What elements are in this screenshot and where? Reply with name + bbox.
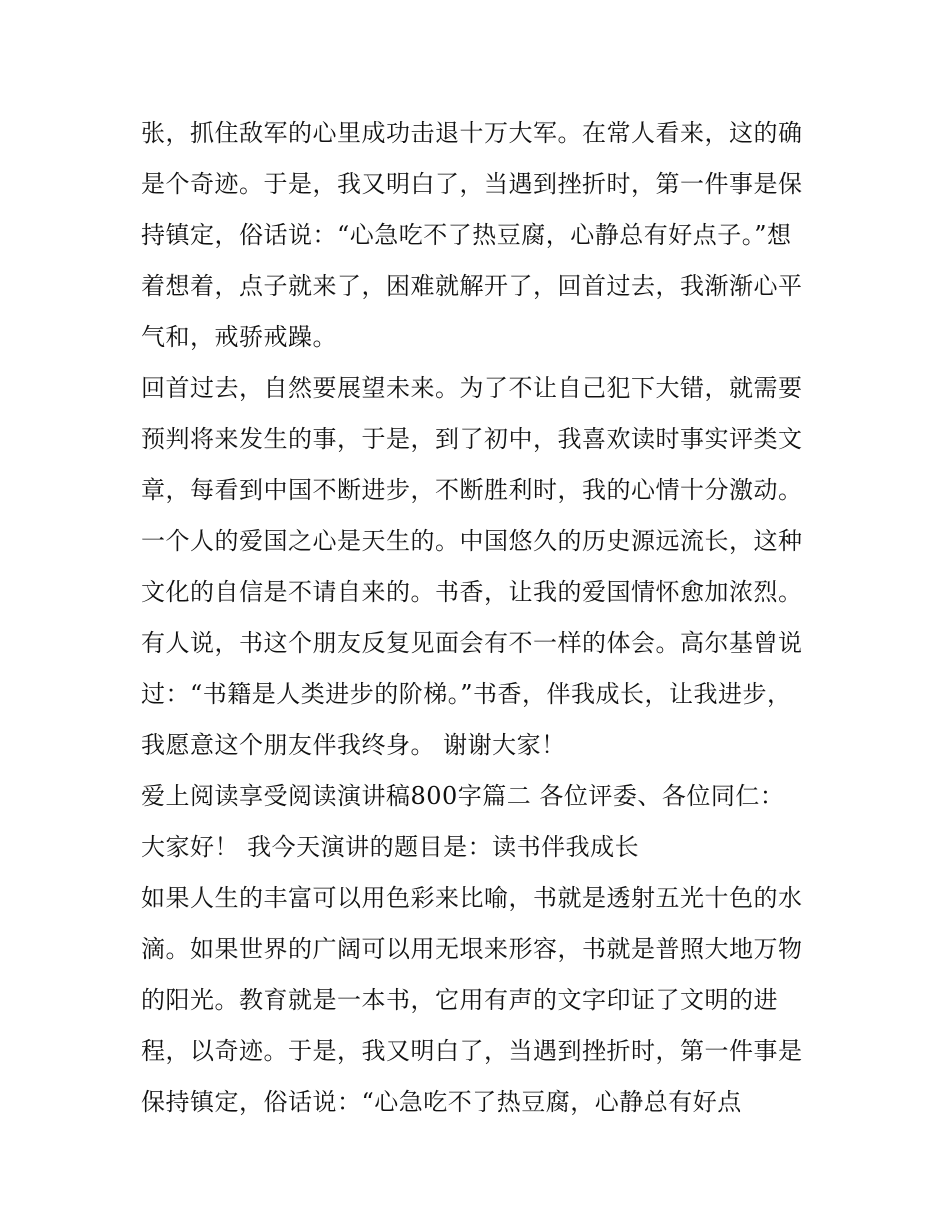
text-line-17: 滴。如果世界的广阔可以用无垠来形容，书就是普照大地万物 — [141, 935, 803, 963]
text-line-15: 大家好！ 我今天演讲的题目是：读书伴我成长 — [141, 833, 640, 861]
text-line-13: 我愿意这个朋友伴我终身。 谢谢大家！ — [141, 731, 566, 759]
text-line-1: 张，抓住敌军的心里成功击退十万大军。在常人看来，这的确 — [141, 119, 803, 147]
text-line-6: 回首过去，自然要展望未来。为了不让自己犯下大错，就需要 — [141, 374, 803, 402]
text-line-11: 有人说，书这个朋友反复见面会有不一样的体会。高尔基曾说 — [141, 629, 803, 657]
text-line-5: 气和，戒骄戒躁。 — [141, 323, 337, 351]
text-line-3: 持镇定，俗话说：“心急吃不了热豆腐，心静总有好点子。”想 — [141, 221, 792, 249]
text-line-19: 程，以奇迹。于是，我又明白了，当遇到挫折时，第一件事是 — [141, 1037, 803, 1065]
text-line-18: 的阳光。教育就是一本书，它用有声的文字印证了文明的进 — [141, 986, 778, 1014]
text-line-4: 着想着，点子就来了，困难就解开了，回首过去，我渐渐心平 — [141, 272, 803, 300]
text-line-20: 保持镇定，俗话说：“心急吃不了热豆腐，心静总有好点 — [141, 1088, 742, 1116]
text-line-14: 爱上阅读享受阅读演讲稿800字篇二 各位评委、各位同仁： — [141, 782, 785, 810]
text-line-12: 过：“书籍是人类进步的阶梯。”书香，伴我成长，让我进步， — [141, 680, 792, 708]
body-text — [141, 108, 813, 1128]
text-line-16: 如果人生的丰富可以用色彩来比喻，书就是透射五光十色的水 — [141, 884, 803, 912]
text-line-9: 一个人的爱国之心是天生的。中国悠久的历史源远流长，这种 — [141, 527, 803, 555]
text-line-10: 文化的自信是不请自来的。书香，让我的爱国情怀愈加浓烈。 — [141, 578, 803, 606]
text-line-7: 预判将来发生的事，于是，到了初中，我喜欢读时事实评类文 — [141, 425, 803, 453]
text-line-2: 是个奇迹。于是，我又明白了，当遇到挫折时，第一件事是保 — [141, 170, 803, 198]
text-line-8: 章，每看到中国不断进步，不断胜利时，我的心情十分激动。 — [141, 476, 803, 504]
